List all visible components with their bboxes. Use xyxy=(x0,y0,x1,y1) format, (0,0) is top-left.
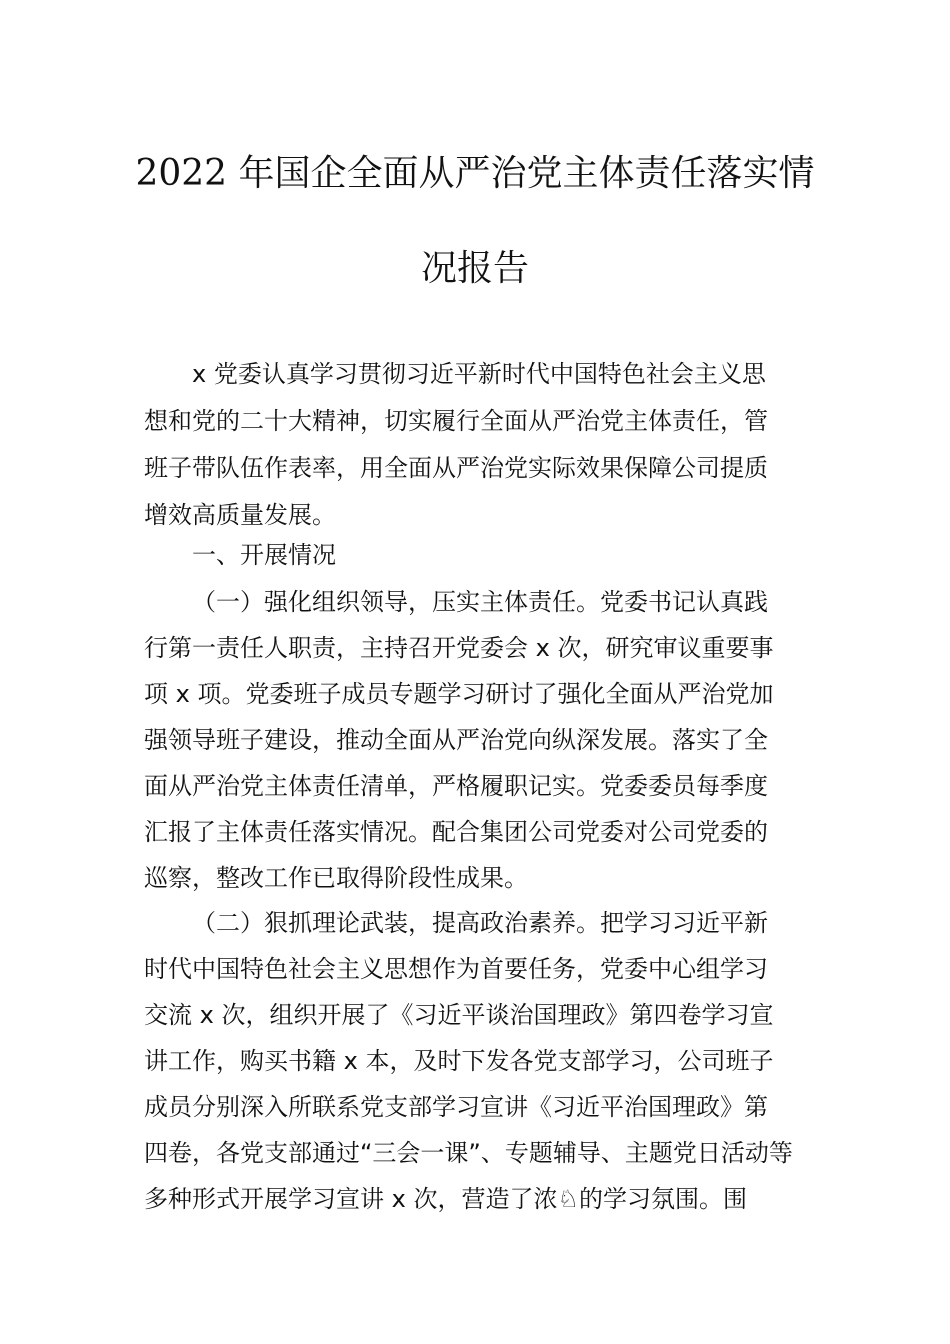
paragraph-1-line-1: x 党委认真学习贯彻习近平新时代中国特色社会主义思 xyxy=(192,360,766,388)
section-heading: 一、开展情况 xyxy=(192,541,336,569)
paragraph-3-line-5: 成员分别深入所联系党支部学习宣讲《习近平治国理政》第 xyxy=(144,1093,768,1121)
paragraph-3-line-4: 讲工作，购买书籍 x 本，及时下发各党支部学习，公司班子 xyxy=(144,1047,774,1075)
paragraph-1-line-3: 班子带队伍作表率，用全面从严治党实际效果保障公司提质 xyxy=(144,454,768,482)
paragraph-2-line-2: 行第一责任人职责，主持召开党委会 x 次，研究审议重要事 xyxy=(144,634,774,662)
paragraph-2-line-3: 项 x 项。党委班子成员专题学习研讨了强化全面从严治党加 xyxy=(144,680,774,708)
paragraph-3-line-7: 多种形式开展学习宣讲 x 次，营造了浓♘的学习氛围。围 xyxy=(144,1185,747,1213)
paragraph-1-line-2: 想和党的二十大精神，切实履行全面从严治党主体责任，管 xyxy=(144,407,768,435)
paragraph-2-line-5: 面从严治党主体责任清单，严格履职记实。党委委员每季度 xyxy=(144,772,768,800)
paragraph-2-line-1: （一）强化组织领导，压实主体责任。党委书记认真践 xyxy=(192,588,768,616)
paragraph-2-line-7: 巡察，整改工作已取得阶段性成果。 xyxy=(144,864,528,892)
document-title-line-2: 况报告 xyxy=(420,248,529,289)
paragraph-3-line-1: （二）狠抓理论武装，提高政治素养。把学习习近平新 xyxy=(192,909,768,937)
paragraph-2-line-4: 强领导班子建设，推动全面从严治党向纵深发展。落实了全 xyxy=(144,726,768,754)
paragraph-1-line-4: 增效高质量发展。 xyxy=(144,501,336,529)
paragraph-3-line-3: 交流 x 次，组织开展了《习近平谈治国理政》第四卷学习宣 xyxy=(144,1001,774,1029)
document-title-line-1: 2022 年国企全面从严治党主体责任落实情 xyxy=(135,153,815,194)
paragraph-3-line-2: 时代中国特色社会主义思想作为首要任务，党委中心组学习 xyxy=(144,955,768,983)
paragraph-3-line-6: 四卷，各党支部通过“三会一课”、专题辅导、主题党日活动等 xyxy=(144,1139,793,1167)
paragraph-2-line-6: 汇报了主体责任落实情况。配合集团公司党委对公司党委的 xyxy=(144,818,768,846)
